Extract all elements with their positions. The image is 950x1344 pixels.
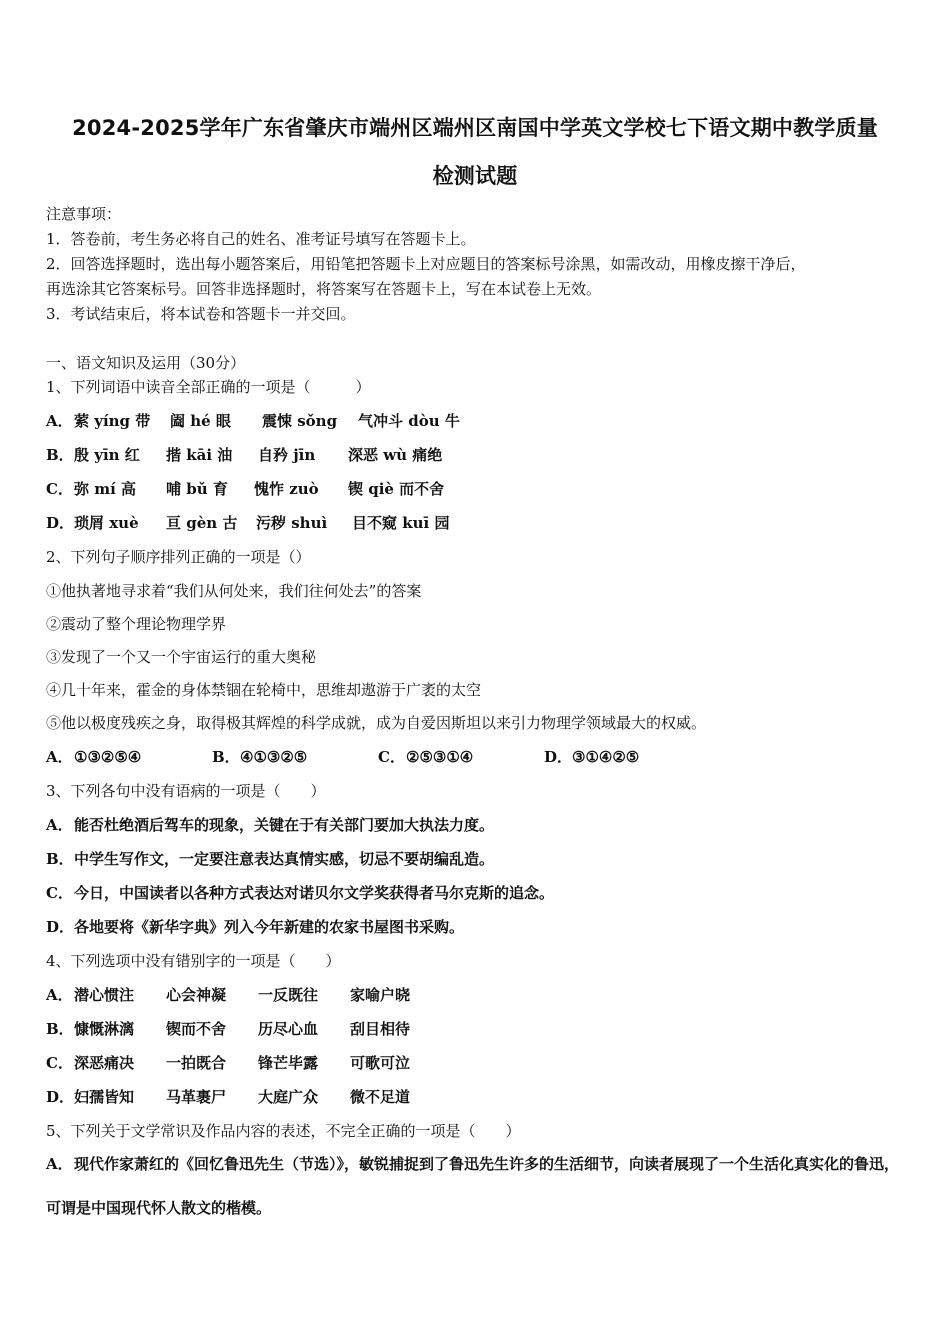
question-4-option-c <box>46 1052 410 1073</box>
option-label: C． <box>46 1054 73 1072</box>
option-item: 阖 hé 眼 <box>170 412 231 430</box>
option-item: 琐屑 xuè <box>74 514 139 532</box>
notice-item: 3．考试结束后，将本试卷和答题卡一并交回。 <box>46 305 356 323</box>
option-label: C． <box>46 480 73 498</box>
option-label: D． <box>46 1088 75 1106</box>
page-title-line2: 检测试题 <box>432 164 518 188</box>
option-item: 慷慨淋漓 <box>74 1020 135 1038</box>
question-3-option-a <box>46 814 494 835</box>
option-item: 锋芒毕露 <box>258 1054 319 1072</box>
option-item: 大庭广众 <box>258 1088 319 1106</box>
option-item: 锲 qiè 而不舍 <box>348 480 445 498</box>
option-label: A． <box>46 1155 73 1173</box>
option-item: 弥 mí 高 <box>74 480 137 498</box>
notice-item: 再选涂其它答案标号。回答非选择题时，将答案写在答题卡上，写在本试卷上无效。 <box>46 280 602 298</box>
question-4-stem: 4、下列选项中没有错别字的一项是（ ） <box>46 952 341 970</box>
option-item: 潜心惯注 <box>74 986 135 1004</box>
option-label: B． <box>46 446 74 464</box>
option-text: 现代作家萧红的《回忆鲁迅先生（节选）》，敏锐捕捉到了鲁迅先生许多的生活细节，向读者展现了一个生活化真实化的鲁迅，可谓是中国现代怀人散文的楷模。 <box>46 1155 900 1217</box>
option-item: 家喻户晓 <box>350 986 411 1004</box>
question-2-sentence: ④几十年来，霍金的身体禁锢在轮椅中，思维却遨游于广袤的太空 <box>46 681 482 699</box>
option-item: 一拍既合 <box>166 1054 227 1072</box>
question-4-option-d <box>46 1086 410 1107</box>
question-2-sentence: ⑤他以极度残疾之身，取得极其辉煌的科学成就，成为自爱因斯坦以来引力物理学领域最大的权威。 <box>46 714 707 732</box>
option-label: A． <box>46 816 73 834</box>
notice-item: 2．回答选择题时，选出每小题答案后，用铅笔把答题卡上对应题目的答案标号涂黑，如需改动，用橡皮擦干净后， <box>46 255 806 273</box>
option-text: 能否杜绝酒后驾车的现象，关键在于有关部门要加大执法力度。 <box>74 816 495 834</box>
option-label: B． <box>46 1020 74 1038</box>
option-item: 目不窥 kuī 园 <box>352 514 450 532</box>
option-item: ③①④②⑤ <box>572 748 640 766</box>
option-label: A． <box>46 412 73 430</box>
question-1-option-c <box>46 478 444 499</box>
option-item: 心会神凝 <box>166 986 227 1004</box>
option-item: 萦 yíng 带 <box>74 412 151 430</box>
question-2-sentence: ③发现了一个又一个宇宙运行的重大奥秘 <box>46 648 317 666</box>
option-item: ④①③②⑤ <box>240 748 308 766</box>
option-label: C． <box>378 748 405 766</box>
option-label: C． <box>46 884 73 902</box>
question-5-stem: 5、下列关于文学常识及作品内容的表述，不完全正确的一项是（ ） <box>46 1122 521 1140</box>
question-2-sentence: ①他执著地寻求着“我们从何处来，我们往何处去”的答案 <box>46 582 422 600</box>
option-label: B． <box>212 748 240 766</box>
option-item: 亘 gèn 古 <box>166 514 238 532</box>
question-2-sentence: ②震动了整个理论物理学界 <box>46 615 227 633</box>
option-text: 中学生写作文，一定要注意表达真情实感，切忌不要胡编乱造。 <box>74 850 495 868</box>
option-item: ①③②⑤④ <box>74 748 142 766</box>
question-2-stem: 2、下列句子顺序排列正确的一项是（） <box>46 548 311 566</box>
question-3-stem: 3、下列各句中没有语病的一项是（ ） <box>46 782 326 800</box>
question-2-options <box>46 746 639 767</box>
question-4-option-a <box>46 984 410 1005</box>
question-4-option-b <box>46 1018 410 1039</box>
question-1-option-b <box>46 444 442 465</box>
option-item: 刮目相待 <box>350 1020 411 1038</box>
option-label: A． <box>46 986 73 1004</box>
option-item: 历尽心血 <box>258 1020 319 1038</box>
option-item: 污秽 shuì <box>256 514 328 532</box>
option-label: D． <box>46 514 75 532</box>
question-5-option-a <box>46 1142 908 1230</box>
option-item: 气冲斗 dòu 牛 <box>358 412 460 430</box>
option-item: 震悚 sǒng <box>262 412 338 430</box>
question-1-stem: 1、下列词语中读音全部正确的一项是（ ） <box>46 378 371 396</box>
option-item: 马革裹尸 <box>166 1088 227 1106</box>
option-label: B． <box>46 850 74 868</box>
option-item: 微不足道 <box>350 1088 411 1106</box>
option-label: D． <box>46 918 75 936</box>
option-item: 可歌可泣 <box>350 1054 411 1072</box>
option-item: 自矜 jīn <box>258 446 316 464</box>
option-label: A． <box>46 748 73 766</box>
option-label: D． <box>544 748 573 766</box>
notice-item: 1．答卷前，考生务必将自己的姓名、准考证号填写在答题卡上。 <box>46 230 476 248</box>
option-item: 揩 kāi 油 <box>166 446 233 464</box>
question-3-option-d <box>46 916 464 937</box>
option-item: 殷 yīn 红 <box>74 446 140 464</box>
option-item: 一反既往 <box>258 986 319 1004</box>
option-item: 愧怍 zuò <box>254 480 319 498</box>
page-title: 2024-2025学年广东省肇庆市端州区端州区南国中学英文学校七下语文期中教学质量 <box>72 116 878 140</box>
question-3-option-b <box>46 848 494 869</box>
option-item: 锲而不舍 <box>166 1020 227 1038</box>
question-1-option-a <box>46 410 460 431</box>
option-item: 妇孺皆知 <box>74 1088 135 1106</box>
option-item: ②⑤③①④ <box>406 748 474 766</box>
option-text: 各地要将《新华字典》列入今年新建的农家书屋图书采购。 <box>74 918 465 936</box>
option-item: 深恶 wù 痛绝 <box>348 446 443 464</box>
notice-heading: 注意事项： <box>46 205 122 223</box>
option-item: 哺 bǔ 育 <box>166 480 228 498</box>
option-text: 今日，中国读者以各种方式表达对诺贝尔文学奖获得者马尔克斯的追念。 <box>74 884 555 902</box>
option-item: 深恶痛决 <box>74 1054 135 1072</box>
question-1-option-d <box>46 512 449 533</box>
question-3-option-c <box>46 882 554 903</box>
section-heading: 一、语文知识及运用（30分） <box>46 354 246 372</box>
